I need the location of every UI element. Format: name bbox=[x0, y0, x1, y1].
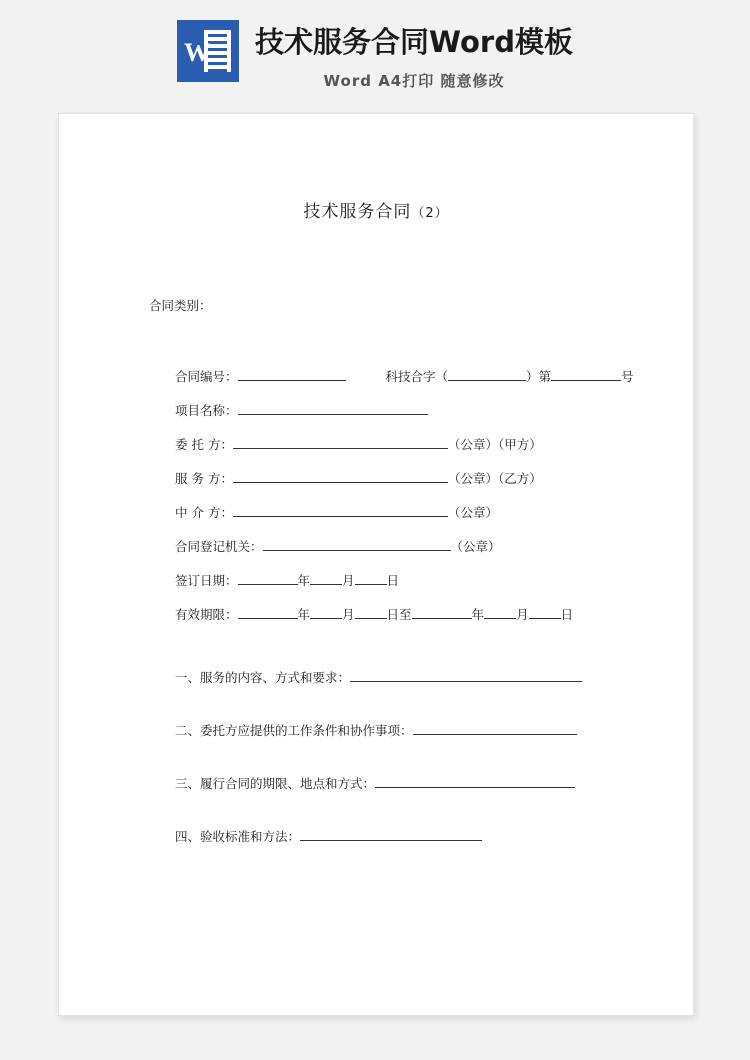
header-title: 技术服务合同Word模板 bbox=[255, 25, 573, 59]
field-service-provider-label: 服 务 方： bbox=[175, 471, 233, 486]
clause-2-blank bbox=[413, 721, 577, 735]
clause-4 bbox=[175, 827, 653, 844]
field-valid-period bbox=[175, 605, 653, 622]
word-logo-icon bbox=[177, 20, 239, 82]
clause-2 bbox=[175, 721, 653, 738]
field-client-tail: （公章）（甲方） bbox=[447, 437, 542, 452]
field-intermediary-label: 中 介 方： bbox=[175, 505, 233, 520]
field-valid-period-year2: 年 bbox=[471, 607, 485, 622]
clause-3 bbox=[175, 774, 653, 791]
field-sign-date-month: 月 bbox=[342, 573, 355, 588]
field-valid-period-day2: 日 bbox=[560, 607, 574, 622]
field-registration-authority-tail: （公章） bbox=[450, 539, 501, 554]
field-valid-period-year2-blank bbox=[412, 605, 472, 619]
document-page bbox=[58, 113, 694, 1016]
field-registration-authority-blank bbox=[263, 537, 451, 551]
field-valid-period-day2-blank bbox=[529, 605, 561, 619]
field-registration-authority-label: 合同登记机关： bbox=[175, 539, 263, 554]
contract-clauses bbox=[149, 668, 653, 844]
field-project-name bbox=[175, 401, 653, 418]
field-contract-number-blank2 bbox=[448, 367, 526, 381]
document-title bbox=[59, 197, 693, 222]
field-valid-period-year: 年 bbox=[297, 607, 311, 622]
field-sign-date-month-blank bbox=[310, 571, 342, 585]
contract-category-label: 合同类别： bbox=[149, 298, 212, 313]
field-sign-date-year-blank bbox=[238, 571, 298, 585]
document-body bbox=[59, 296, 693, 844]
field-service-provider-tail: （公章）（乙方） bbox=[447, 471, 542, 486]
page-header bbox=[0, 0, 750, 108]
field-contract-number-mid: 科技合字（ bbox=[385, 369, 449, 384]
header-inner bbox=[177, 20, 573, 91]
header-subtitle: Word A4打印 随意修改 bbox=[323, 72, 505, 90]
field-client-label: 委 托 方： bbox=[175, 437, 233, 452]
field-valid-period-month: 月 bbox=[342, 607, 355, 622]
field-sign-date-day: 日 bbox=[386, 573, 400, 588]
field-valid-period-month2: 月 bbox=[516, 607, 529, 622]
field-intermediary-tail: （公章） bbox=[447, 505, 498, 520]
field-contract-number-label: 合同编号： bbox=[175, 369, 238, 384]
document-title-main: 技术服务合同 bbox=[303, 202, 412, 222]
field-intermediary-blank bbox=[233, 503, 448, 517]
field-contract-number bbox=[175, 367, 653, 384]
field-contract-number-blank bbox=[238, 367, 346, 381]
field-contract-number-mid2: ）第 bbox=[526, 369, 552, 384]
field-service-provider bbox=[175, 469, 653, 486]
word-logo-letter: W bbox=[184, 38, 211, 67]
field-sign-date-year: 年 bbox=[297, 573, 311, 588]
field-registration-authority bbox=[175, 537, 653, 554]
field-sign-date-label: 签订日期： bbox=[175, 573, 238, 588]
field-valid-period-label: 有效期限： bbox=[175, 607, 238, 622]
field-project-name-label: 项目名称： bbox=[175, 403, 238, 418]
field-valid-period-month-blank bbox=[310, 605, 342, 619]
clause-3-label: 三、履行合同的期限、地点和方式： bbox=[175, 776, 376, 791]
field-valid-period-month2-blank bbox=[484, 605, 516, 619]
field-contract-number-blank3 bbox=[551, 367, 621, 381]
clause-2-label: 二、委托方应提供的工作条件和协作事项： bbox=[175, 723, 413, 738]
field-valid-period-day-blank bbox=[355, 605, 387, 619]
field-service-provider-blank bbox=[233, 469, 448, 483]
field-client bbox=[175, 435, 653, 452]
clause-3-blank bbox=[375, 774, 575, 788]
field-project-name-blank bbox=[238, 401, 428, 415]
field-sign-date-day-blank bbox=[355, 571, 387, 585]
document-title-suffix: （2） bbox=[411, 206, 449, 221]
clause-4-label: 四、验收标准和方法： bbox=[175, 829, 301, 844]
field-intermediary bbox=[175, 503, 653, 520]
clause-4-blank bbox=[300, 827, 482, 841]
field-contract-number-tail: 号 bbox=[621, 369, 634, 384]
clause-1-label: 一、服务的内容、方式和要求： bbox=[175, 670, 351, 685]
clause-1 bbox=[175, 668, 653, 685]
field-sign-date bbox=[175, 571, 653, 588]
contract-fields bbox=[149, 367, 653, 622]
header-text bbox=[255, 22, 573, 91]
field-client-blank bbox=[233, 435, 448, 449]
clause-1-blank bbox=[350, 668, 582, 682]
field-valid-period-day: 日至 bbox=[386, 607, 412, 622]
field-valid-period-year-blank bbox=[238, 605, 298, 619]
